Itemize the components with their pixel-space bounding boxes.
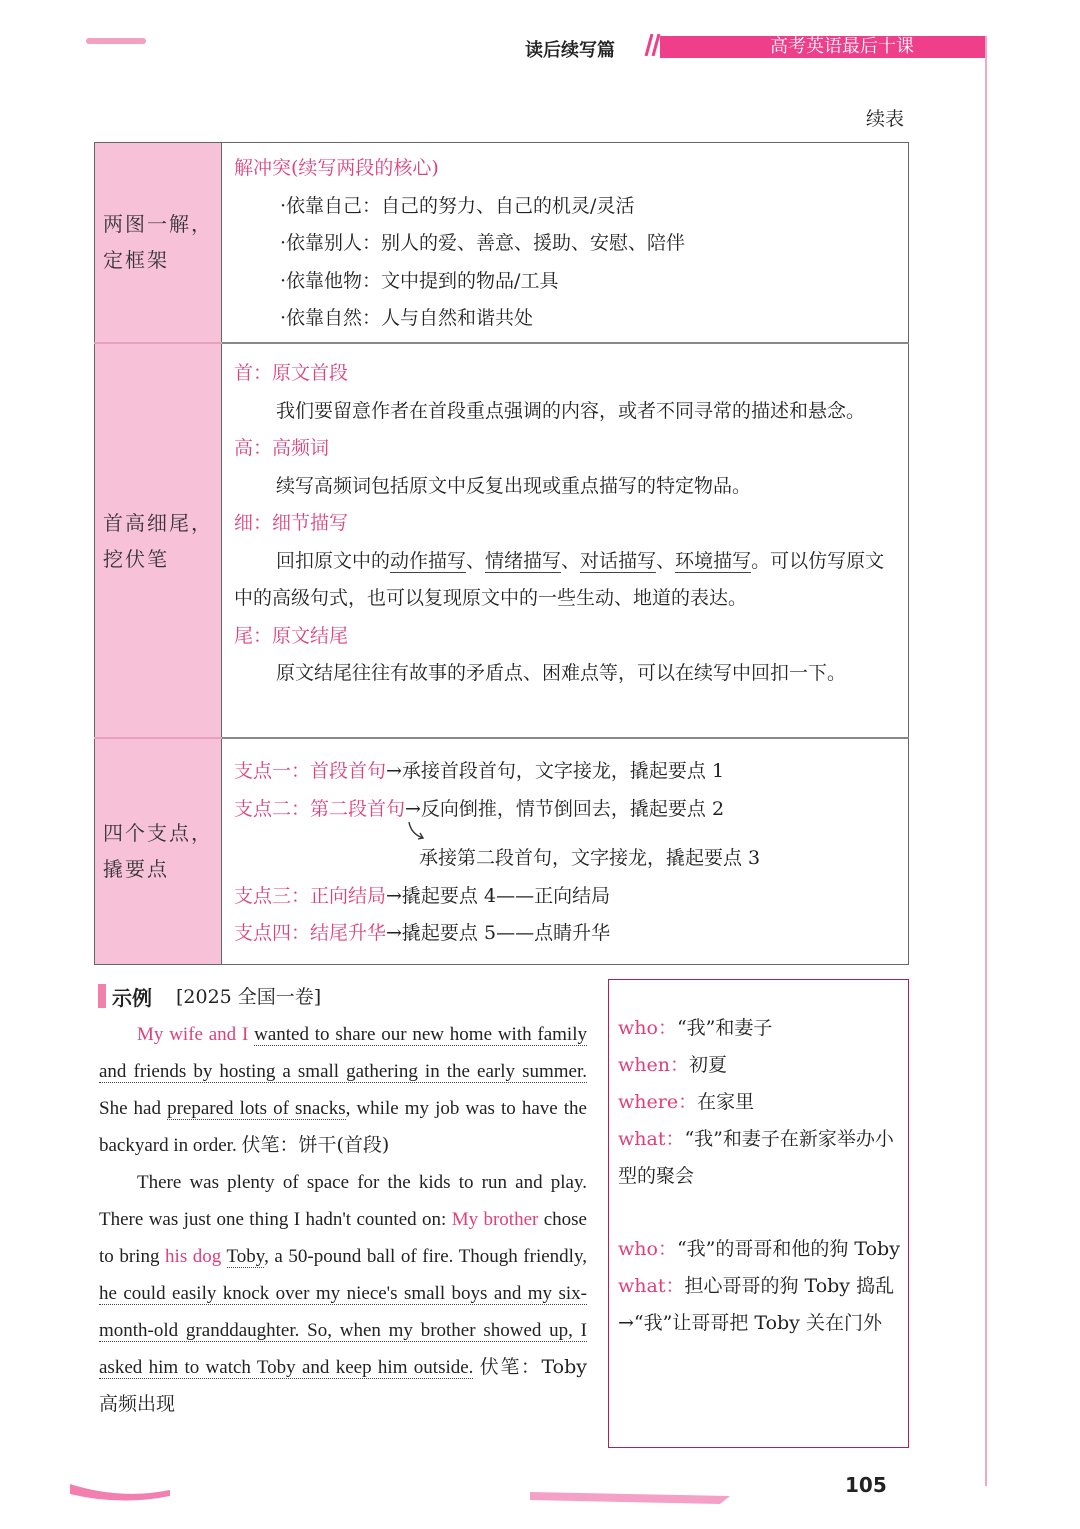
row-divider [222,737,909,739]
branch-arrow-icon [405,820,429,844]
page-number: 105 [845,1473,887,1497]
slash-decoration [640,34,662,56]
row1-label: 两图一解， 定框架 [103,212,213,272]
row2-label: 首高细尾， 挖伏笔 [103,511,213,571]
example-passage: My wife and I wanted to share our new home with family and friends by hosting a small gathering in the early summer. She had prepared lots of snacks, while my job was to have the backyard in order. 伏笔：饼干(首段) There was plenty of space for the kids to run and play. There was just one thing I hadn't counted on: My brother chose to bring his dog Toby, a 50-pound ball of fire. Though friendly, he could easily knock over my niece's small boys and my six-month-old granddaughter. So, when my brother showed up, I asked him to watch Toby and keep him outside. 伏笔：Toby 高频出现 [99,1024,588,1415]
row-divider [222,342,909,344]
label-divider [94,342,222,344]
row3-label: 四个支点， 撬要点 [103,821,213,881]
continued-label: 续表 [866,108,905,130]
margin-line [985,36,987,1486]
example-title: 示例 [112,986,152,1010]
row1-content: 解冲突(续写两段的核心) ·依靠自己：自己的努力、自己的机灵/灵活 ·依靠别人：别人的爱、善意、援助、安慰、陪伴 ·依靠他物：文中提到的物品/工具 ·依靠自然：人与自然和谐共处 [234,157,686,329]
example-source: [2025 全国一卷] [176,986,322,1008]
footer-decoration [530,1490,730,1504]
book-title-bar: 高考英语最后十课 [660,36,985,58]
section-title: 读后续写篇 [525,40,615,61]
footer-decoration [70,1480,170,1502]
row2-content: 首：原文首段 我们要留意作者在首段重点强调的内容，或者不同寻常的描述和悬念。 高：高频词 续写高频词包括原文中反复出现或重点描写的特定物品。 细：细节描写 回扣原文中的动作描写、情绪描写、对话描写、环境描写。可以仿写原文中的高级句式，也可以复现原文中的一些生动、地道的表达。 尾：原文结尾 原文结尾往往有故事的矛盾点、困难点等，可以在续写中回扣一下。 [234,362,885,684]
header-decoration [86,38,146,44]
analysis-group-2: who：“我”的哥哥和他的狗 Toby what：担心哥哥的狗 Toby 捣乱→“我”让哥哥把 Toby 关在门外 [618,1238,900,1334]
analysis-group-1: who：“我”和妻子 when：初夏 where：在家里 what：“我”和妻子在新家举办小型的聚会 [618,1017,894,1187]
label-divider [94,737,222,739]
example-marker [98,984,106,1008]
row3-content: 支点一：首段首句→承接首段首句，文字接龙，撬起要点 1 支点二：第二段首句→反向倒推，情节倒回去，撬起要点 2 承接第二段首句，文字接龙，撬起要点 3 支点三：正向结局→撬起要点 4——正向结局 支点四：结尾升华→撬起要点 5——点睛升华 [234,760,761,944]
